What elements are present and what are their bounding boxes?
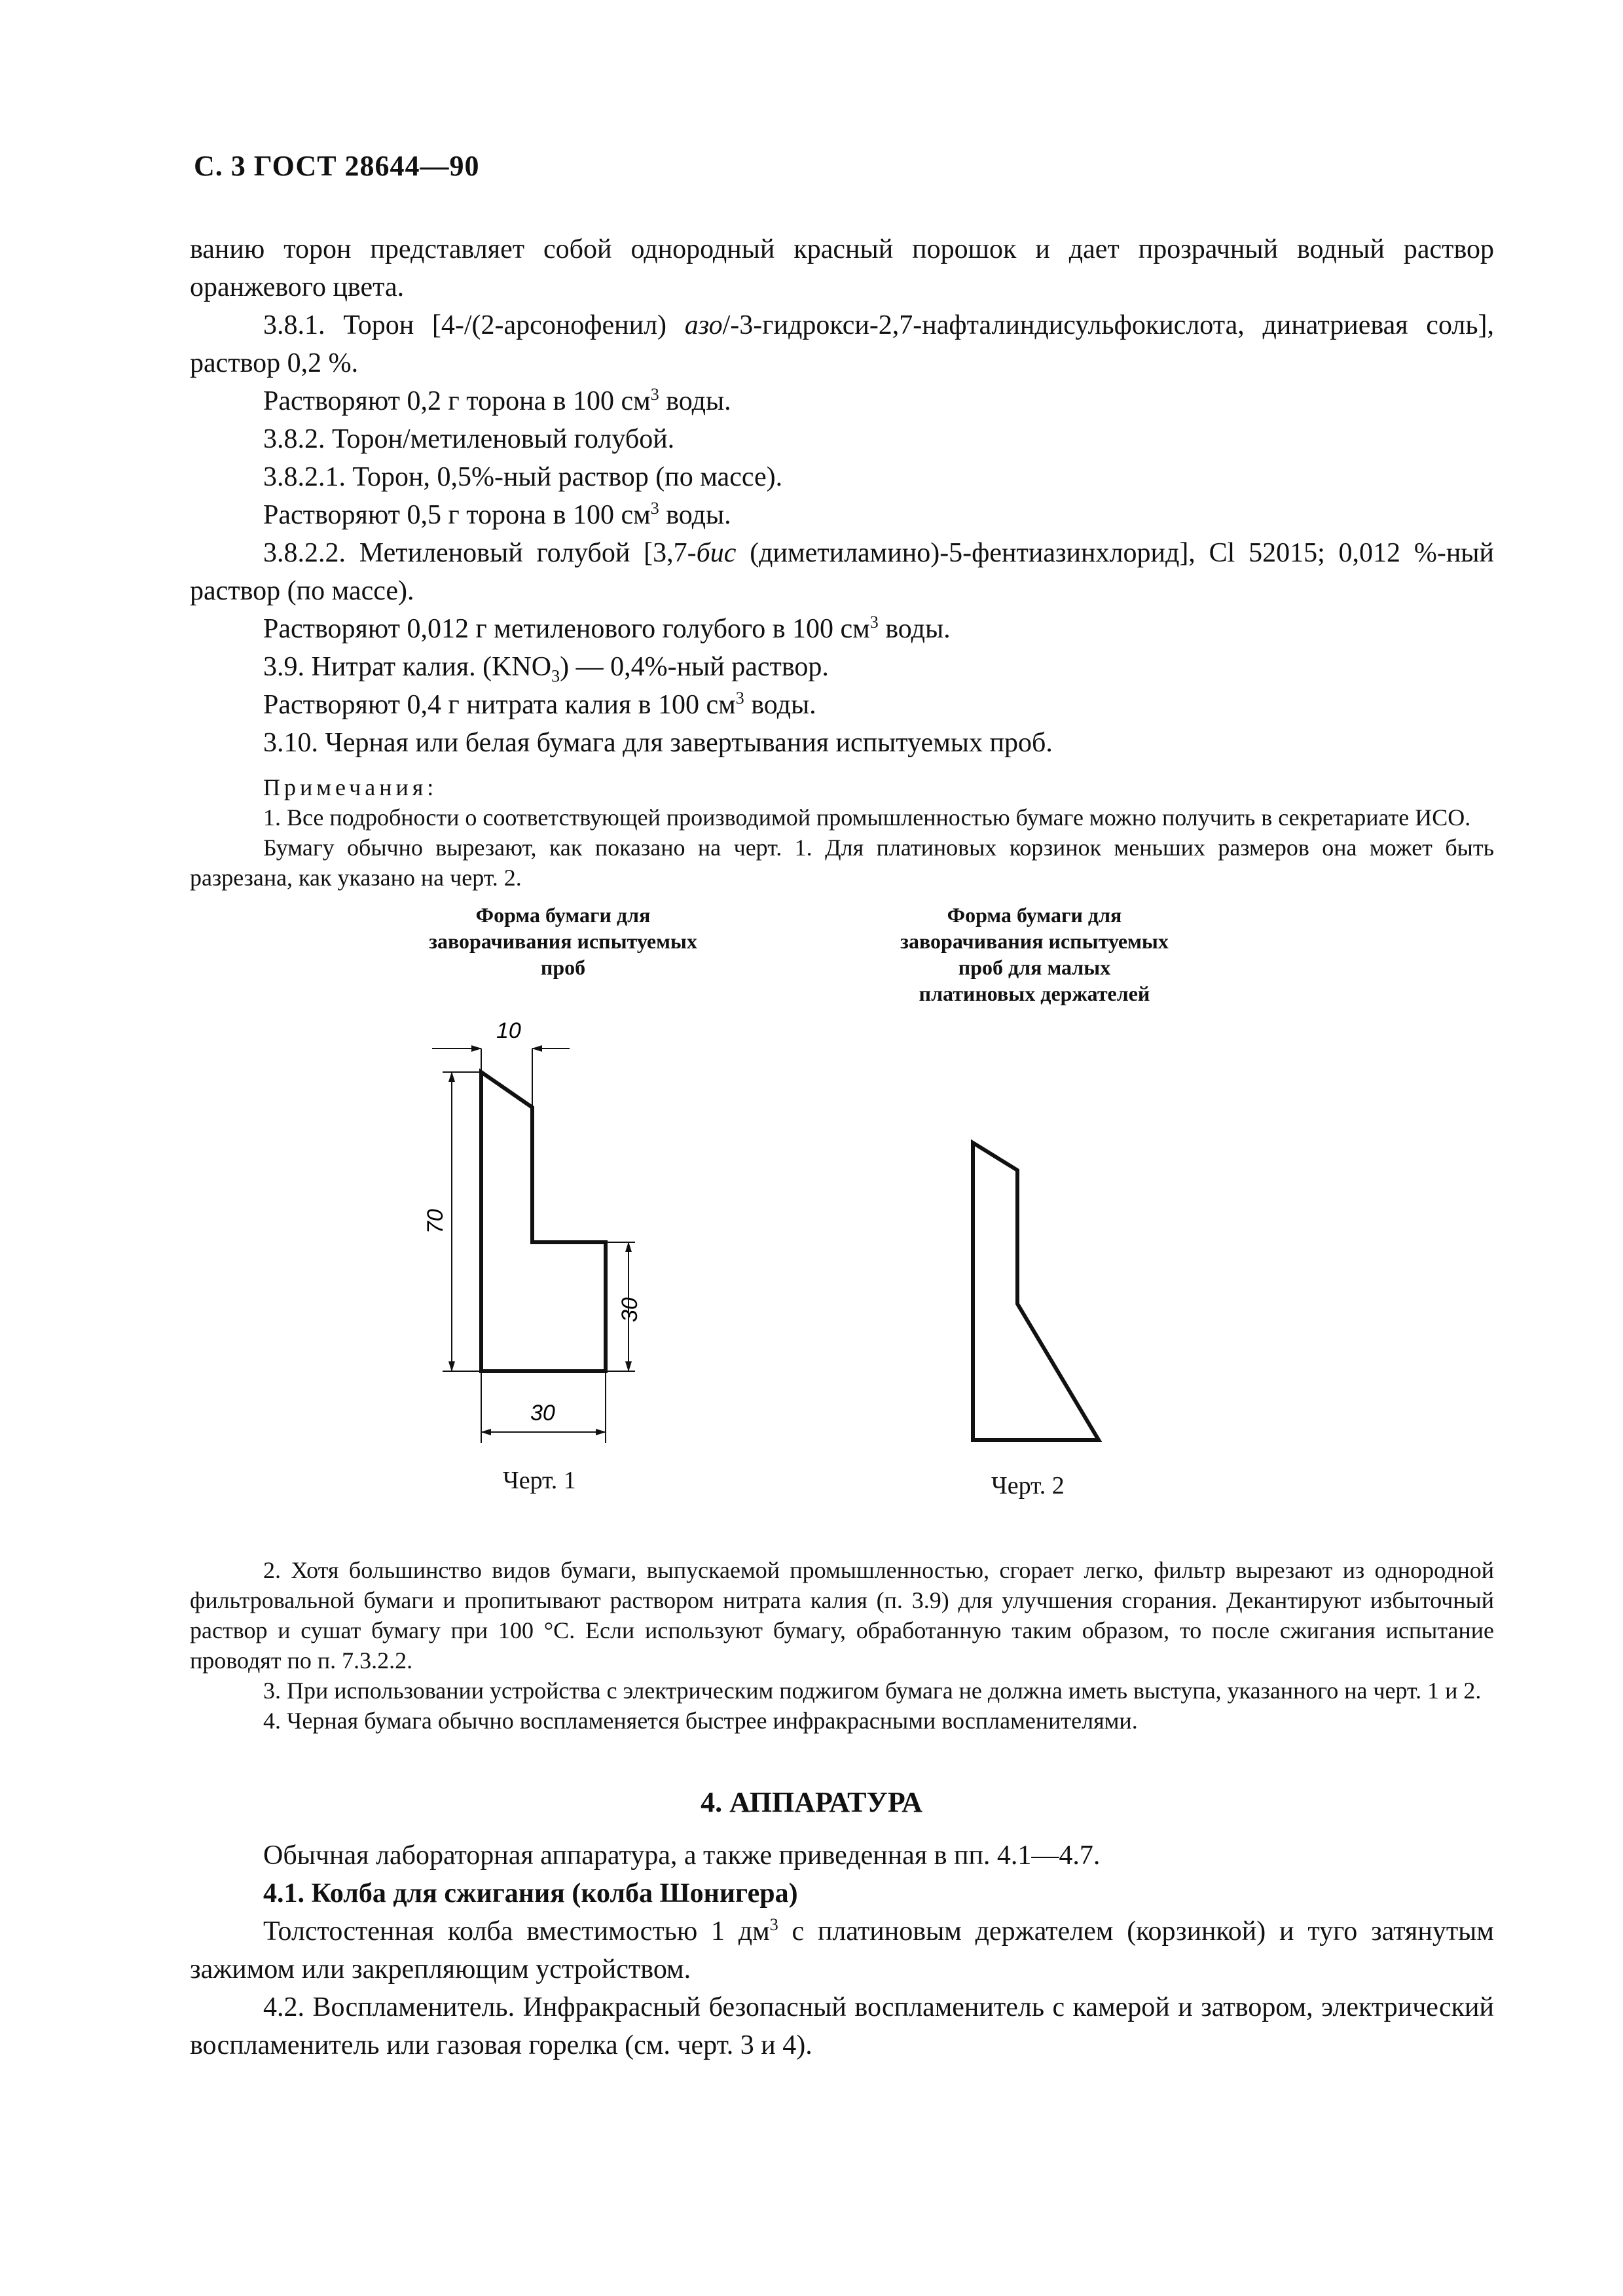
note-2: 2. Хотя большинство видов бумаги, выпускаемой промышленностью, сгорает легко, фильтр вырезают из однородной фильтровальной бумаги и пропитывают раствором нитрата калия (п. 3.9) для улучшения сгорания. Декантируют избыточный раствор и сушат бумагу при 100 °С. Если используют бумагу, обработанную таким образом, то после сжигания испытание проводят по п. 7.3.2.2.: [190, 1557, 1494, 1674]
notes-continued: [190, 1555, 1494, 1736]
dim-30-vertical-arrow: [602, 1237, 642, 1394]
dim-label-30-vertical: 30: [617, 1297, 642, 1322]
note-1: 1. Все подробности о соответствующей производимой промышленностью бумаге можно получить в секретариате ИСО.: [263, 804, 1471, 831]
note-4: 4. Черная бумага обычно воспламеняется быстрее инфракрасными воспламенителями.: [263, 1708, 1138, 1734]
paragraph: 3.10. Черная или белая бумага для завертывания испытуемых проб.: [263, 728, 1053, 758]
paragraph: 4.2. Воспламенитель. Инфракрасный безопасный воспламенитель с камерой и затвором, электрический воспламенитель или газовая горелка (см. черт. 3 и 4).: [190, 1992, 1494, 2060]
paragraph: Растворяют 0,4 г нитрата калия в 100 $см^3$ воды.: [263, 689, 816, 720]
figure-1-title: Форма бумаги для заворачивания испытуемых проб: [429, 903, 697, 979]
section-3-text: [190, 230, 1494, 893]
paragraph: 3.8.2.2. Метиленовый голубой [3,7-бис (диметиламино)-5-фентиазинхлорид], Cl 52015; 0,012 %-ный раствор (по массе).: [190, 538, 1495, 606]
paragraph: Растворяют 0,5 г торона в 100 $см^3$ воды.: [263, 499, 731, 530]
paragraph: 3.8.1. Торон [4-/(2-арсонофенил) азо/-3-гидрокси-2,7-нафталиндисульфокислота, динатриевая соль], раствор 0,2 %.: [190, 310, 1494, 378]
section-4-text: [190, 1837, 1494, 2064]
figure-2-drawing: [962, 1132, 1120, 1446]
dim-label-70: 70: [423, 1209, 448, 1234]
note-3: 3. При использовании устройства с электрическим поджигом бумага не должна иметь выступа, указанного на черт. 1 и 2.: [263, 1677, 1482, 1704]
paragraph: Обычная лабораторная аппаратура, а также приведенная в пп. 4.1—4.7.: [263, 1840, 1101, 1871]
subsection-title: 4.1. Колба для сжигания (колба Шонигера): [263, 1878, 798, 1909]
paragraph: 3.9. Нитрат калия. $(KNO_3)$ — 0,4%-ный раствор.: [263, 652, 829, 686]
figure-1-caption: Черт. 1: [503, 1467, 576, 1494]
figure-2-caption: Черт. 2: [991, 1472, 1065, 1499]
dim-label-10: 10: [496, 1018, 521, 1043]
figure-1-drawing: [406, 1008, 642, 1453]
note-1b: Бумагу обычно вырезают, как показано на черт. 1. Для платиновых корзинок меньших размеров она может быть разрезана, как указано на черт. 2.: [190, 834, 1494, 891]
paragraph: Растворяют 0,2 г торона в 100 $см^3$ воды.: [263, 385, 731, 416]
paragraph: 3.8.2.1. Торон, 0,5%-ный раствор (по массе).: [263, 462, 783, 492]
paragraph: Толстостенная колба вместимостью 1 $дм^3$ с платиновым держателем (корзинкой) и туго затянутым зажимом или закрепляющим устройством.: [190, 1915, 1494, 1984]
paper-shape-2: [973, 1143, 1099, 1440]
figure-2-title: Форма бумаги для заворачивания испытуемых проб для малых платиновых держателей: [900, 903, 1169, 1005]
notes-title: Примечания:: [263, 774, 438, 800]
section-4-title: 4. АППАРАТУРА: [701, 1786, 922, 1818]
paragraph: Растворяют 0,012 г метиленового голубого в 100 $см^3$ воды.: [263, 613, 951, 644]
paragraph: ванию торон представляет собой однородный красный порошок и дает прозрачный водный раствор оранжевого цвета.: [190, 234, 1494, 302]
dim-label-30-horizontal: 30: [530, 1401, 555, 1426]
paper-shape-1: [481, 1072, 606, 1371]
page-header: С. 3 ГОСТ 28644—90: [194, 150, 480, 182]
paragraph: 3.8.2. Торон/метиленовый голубой.: [263, 424, 675, 454]
